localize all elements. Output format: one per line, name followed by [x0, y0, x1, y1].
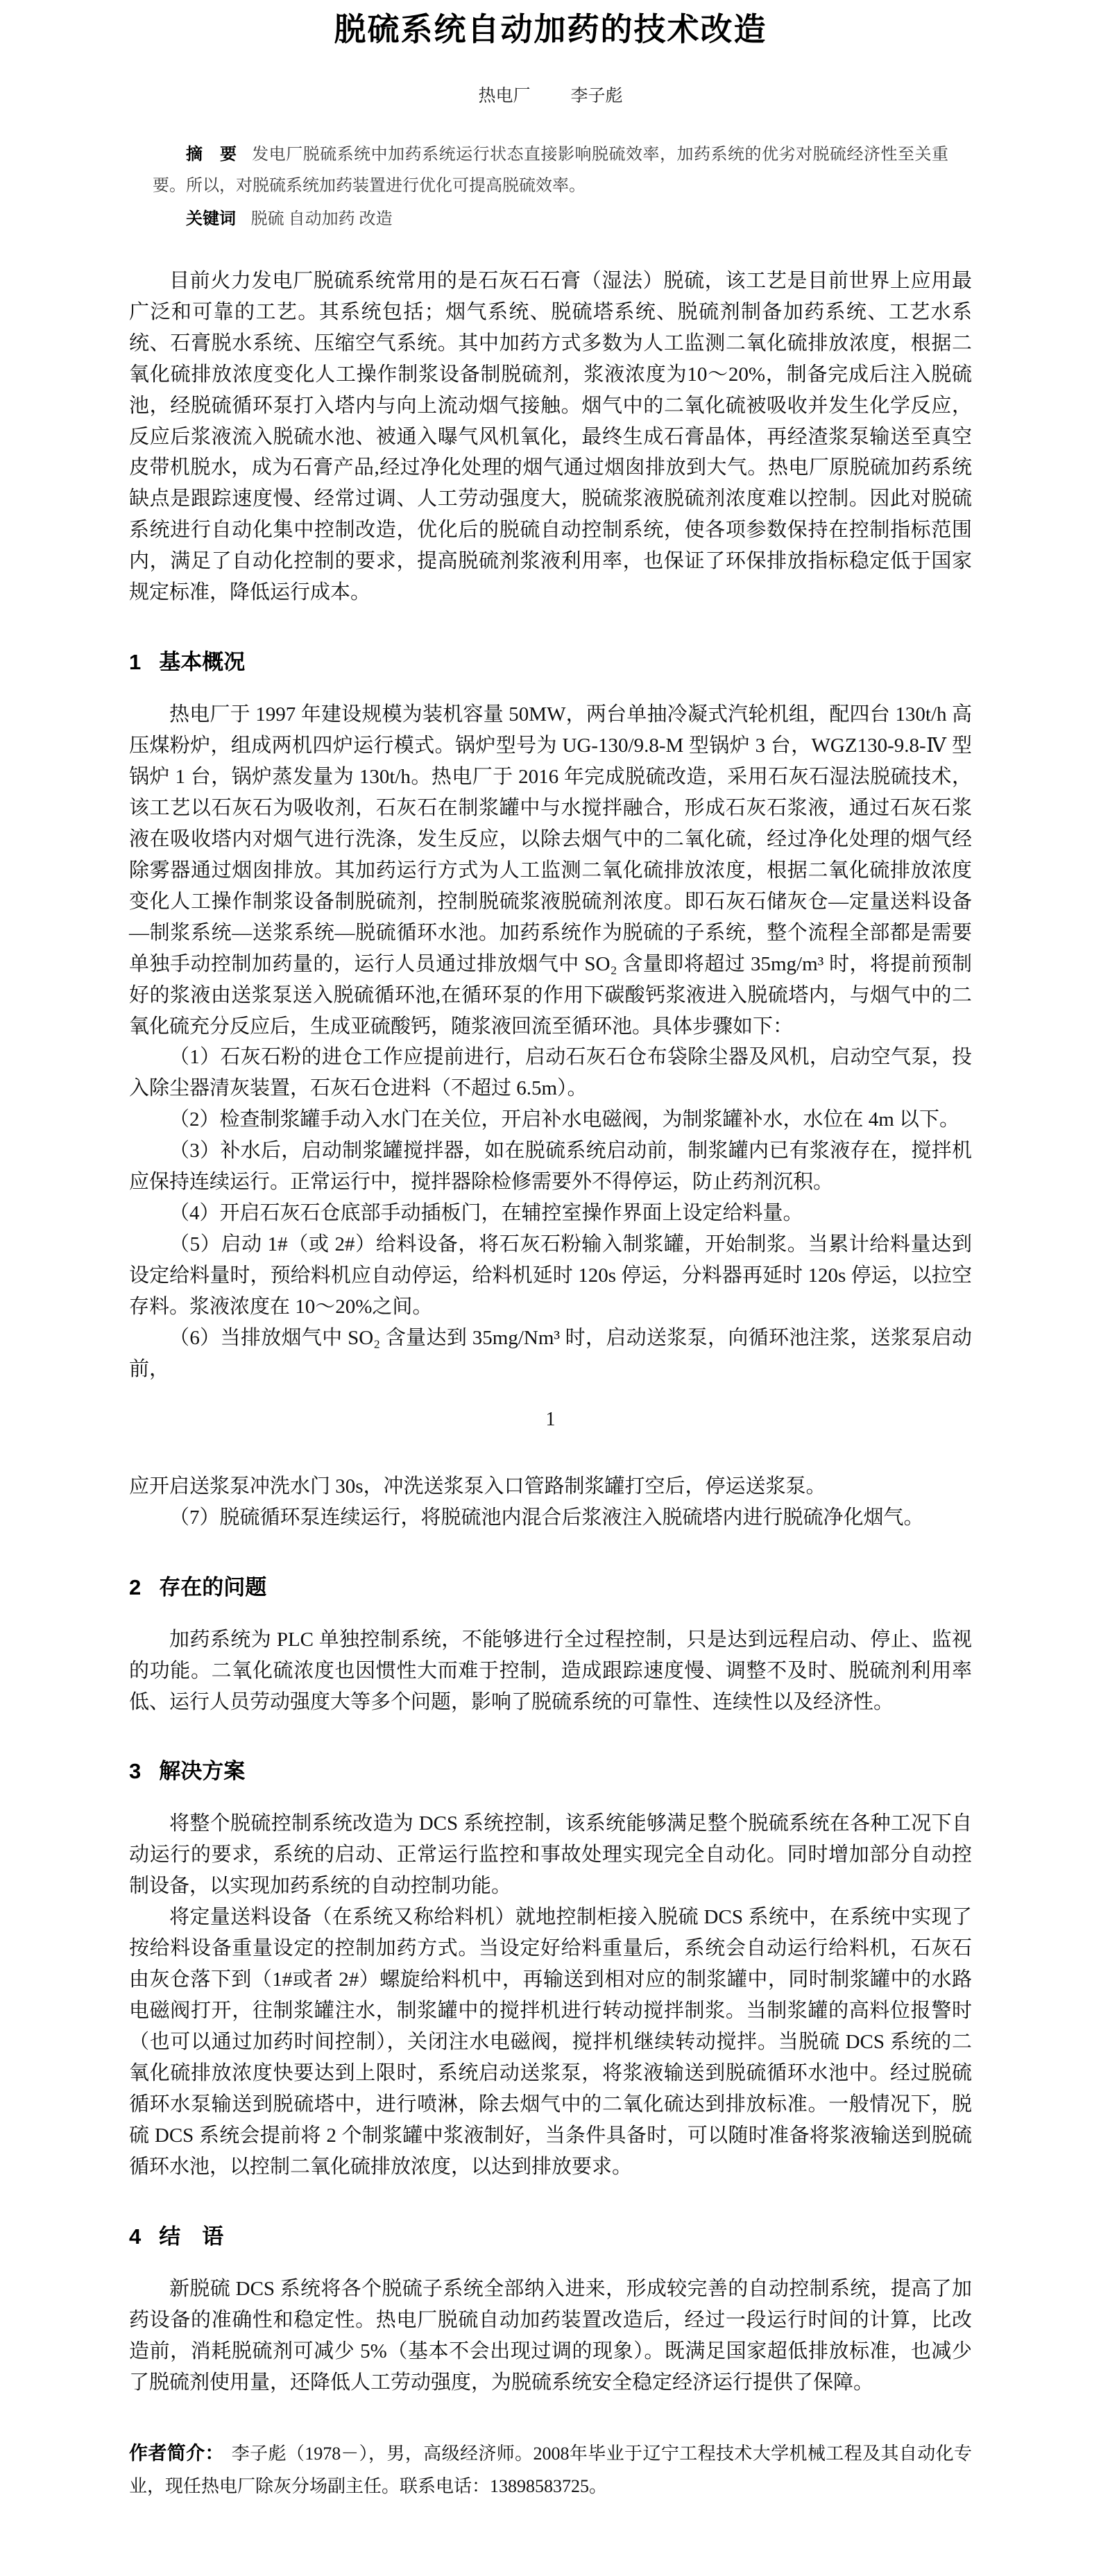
section-4-title: 结 语 — [159, 2224, 224, 2249]
continuation-paragraph: 应开启送浆泵冲洗水门 30s，冲洗送浆泵入口管路制浆罐打空后，停运送浆泵。 — [129, 1475, 826, 1497]
section-3-paragraph-2: 将定量送料设备（在系统又称给料机）就地控制柜接入脱硫 DCS 系统中，在系统中实现了按给料设备重量设定的控制加药方式。当设定好给料重量后，系统会自动运行给料机，石灰石由灰仓落下到（1#或者 2#）螺旋给料机中，再输送到相对应的制浆罐中，同时制浆罐中的水路电磁阀打开，往制浆罐注水，制浆罐中的搅拌机进行转动搅拌制浆。当制浆罐的高料位报警时（也可以通过加药时间控制），关闭注水电磁阀，搅拌机继续转动搅拌。当脱硫 DCS 系统的二氧化硫排放浓度快要达到上限时，系统启动送浆泵，将浆液输送到脱硫循环水池中。经过脱硫循环水泵输送到脱硫塔中，进行喷淋，除去烟气中的二氧化硫达到排放标准。一般情况下，脱硫 DCS 系统会提前将 2 个制浆罐中浆液制好，当条件具备时，可以随时准备将浆液输送到脱硫循环水池，以控制二氧化硫排放浓度，以达到排放要求。 — [129, 1906, 972, 2178]
intro-paragraph: 目前火力发电厂脱硫系统常用的是石灰石石膏（湿法）脱硫，该工艺是目前世界上应用最广泛和可靠的工艺。其系统包括；烟气系统、脱硫塔系统、脱硫剂制备加药系统、工艺水系统、石膏脱水系统、压缩空气系统。其中加药方式多数为人工监测二氧化硫排放浓度，根据二氧化硫排放浓度变化人工操作制浆设备制脱硫剂，浆液浓度为10～20%，制备完成后注入脱硫池，经脱硫循环泵打入塔内与向上流动烟气接触。烟气中的二氧化硫被吸收并发生化学反应，反应后浆液流入脱硫水池、被通入曝气风机氧化，最终生成石膏晶体，再经渣浆泵输送至真空皮带机脱水，成为石膏产品,经过净化处理的烟气通过烟囱排放到大气。热电厂原脱硫加药系统缺点是跟踪速度慢、经常过调、人工劳动强度大，脱硫浆液脱硫剂浓度难以控制。因此对脱硫系统进行自动化集中控制改造，优化后的脱硫自动控制系统，使各项参数保持在控制指标范围内，满足了自动化控制的要求，提高脱硫剂浆液利用率，也保证了环保排放指标稳定低于国家规定标准，降低运行成本。 — [129, 269, 972, 604]
abstract-paragraph — [153, 139, 948, 202]
step-item-1: （1）石灰石粉的进仓工作应提前进行，启动石灰石仓布袋除尘器及风机，启动空气泵，投入除尘器清灰装置，石灰石仓进料（不超过 6.5m）。 — [129, 1046, 972, 1100]
abstract-block — [129, 139, 972, 235]
step-item-5: （5）启动 1#（或 2#）给料设备，将石灰石粉输入制浆罐，开始制浆。当累计给料量达到设定给料量时，预给料机应自动停运，给料机延时 120s 停运，分料器再延时 120s 停运，以拉空存料。浆液浓度在 10～20%之间。 — [129, 1233, 972, 1318]
section-4-number: 4 — [129, 2224, 142, 2249]
section-3-number: 3 — [129, 1759, 142, 1784]
step-item-6: （6）当排放烟气中 SO₂ 含量达到 35mg/Nm³ 时，启动送浆泵，向循环池注浆，送浆泵启动前， — [129, 1326, 972, 1380]
abstract-text: 发电厂脱硫系统中加药系统运行状态直接影响脱硫效率，加药系统的优劣对脱硫经济性至关重要。所以，对脱硫系统加药装置进行优化可提高脱硫效率。 — [153, 145, 949, 195]
step-item-2: （2）检查制浆罐手动入水门在关位，开启补水电磁阀，为制浆罐补水，水位在 4m 以下。 — [169, 1108, 960, 1131]
section-2-heading — [129, 1570, 972, 1601]
author-bio-text: 李子彪（1978－），男，高级经济师。2008年毕业于辽宁工程技术大学机械工程及其自动化专业，现任热电厂除灰分场副主任。联系电话：13898583725。 — [129, 2444, 972, 2496]
section-3-heading — [129, 1753, 972, 1785]
keywords-label: 关键词 — [186, 209, 236, 228]
keywords-paragraph — [153, 203, 948, 235]
section-1-title: 基本概况 — [159, 650, 246, 675]
author-bio-label: 作者简介： — [129, 2443, 224, 2464]
section-4-paragraph: 新脱硫 DCS 系统将各个脱硫子系统全部纳入进来，形成较完善的自动控制系统，提高了加药设备的准确性和稳定性。热电厂脱硫自动加药装置改造后，经过一段运行时间的计算，比改造前，消耗脱硫剂可减少 5%（基本不会出现过调的现象）。既满足国家超低排放标准，也减少了脱硫剂使用量，还降低人工劳动强度，为脱硫系统安全稳定经济运行提供了保障。 — [129, 2277, 972, 2394]
paper-title: 脱硫系统自动加药的技术改造 — [334, 11, 767, 47]
step-item-7: （7）脱硫循环泵连续运行，将脱硫池内混合后浆液注入脱硫塔内进行脱硫净化烟气。 — [169, 1506, 924, 1529]
section-1-paragraph: 热电厂于 1997 年建设规模为装机容量 50MW，两台单抽冷凝式汽轮机组，配四台 130t/h 高压煤粉炉，组成两机四炉运行模式。锅炉型号为 UG-130/9.8-M 型锅炉 3 台，WGZ130-9.8-Ⅳ 型锅炉 1 台，锅炉蒸发量为 130t/h。热电厂于 2016 年完成脱硫改造，采用石灰石湿法脱硫技术，该工艺以石灰石为吸收剂，石灰石在制浆罐中与水搅拌融合，形成石灰石浆液，通过石灰石浆液在吸收塔内对烟气进行洗涤，发生反应，以除去烟气中的二氧化硫，经过净化处理的烟气经除雾器通过烟囱排放。其加药运行方式为人工监测二氧化硫排放浓度，根据二氧化硫排放浓度变化人工操作制浆设备制脱硫剂，控制脱硫浆液脱硫剂浓度。即石灰石储灰仓—定量送料设备—制浆系统—送浆系统—脱硫循环水池。加药系统作为脱硫的子系统，整个流程全部都是需要单独手动控制加药量的，运行人员通过排放烟气中 SO₂ 含量即将超过 35mg/m³ 时，将提前预制好的浆液由送浆泵送入脱硫循环池,在循环泵的作用下碳酸钙浆液进入脱硫塔内，与烟气中的二氧化硫充分反应后，生成亚硫酸钙，随浆液回流至循环池。具体步骤如下： — [129, 703, 972, 1038]
byline-author: 李子彪 — [570, 86, 623, 105]
section-3-title: 解决方案 — [159, 1759, 246, 1784]
section-4-heading — [129, 2219, 972, 2250]
section-2-title: 存在的问题 — [159, 1574, 267, 1599]
section-2-number: 2 — [129, 1574, 142, 1599]
author-bio — [129, 2437, 972, 2502]
page-number: 1 — [545, 1408, 556, 1430]
section-1-heading — [129, 644, 972, 676]
section-1-number: 1 — [129, 650, 142, 675]
section-2-paragraph: 加药系统为 PLC 单独控制系统，不能够进行全过程控制，只是达到远程启动、停止、监视的功能。二氧化硫浓度也因惯性大而难于控制，造成跟踪速度慢、调整不及时、脱硫剂利用率低、运行人员劳动强度大等多个问题，影响了脱硫系统的可靠性、连续性以及经济性。 — [129, 1628, 972, 1713]
keywords-text: 脱硫 自动加药 改造 — [250, 209, 393, 228]
byline-affiliation: 热电厂 — [478, 86, 531, 105]
step-item-3: （3）补水后，启动制浆罐搅拌器，如在脱硫系统启动前，制浆罐内已有浆液存在，搅拌机应保持连续运行。正常运行中，搅拌器除检修需要外不得停运，防止药剂沉积。 — [129, 1140, 972, 1194]
section-3-paragraph-1: 将整个脱硫控制系统改造为 DCS 系统控制，该系统能够满足整个脱硫系统在各种工况下自动运行的要求，系统的启动、正常运行监控和事故处理实现完全自动化。同时增加部分自动控制设备，以实现加药系统的自动控制功能。 — [129, 1812, 972, 1898]
abstract-label: 摘 要 — [186, 144, 237, 164]
step-item-4: （4）开启石灰石仓底部手动插板门，在辅控室操作界面上设定给料量。 — [169, 1202, 803, 1225]
byline — [129, 82, 972, 107]
